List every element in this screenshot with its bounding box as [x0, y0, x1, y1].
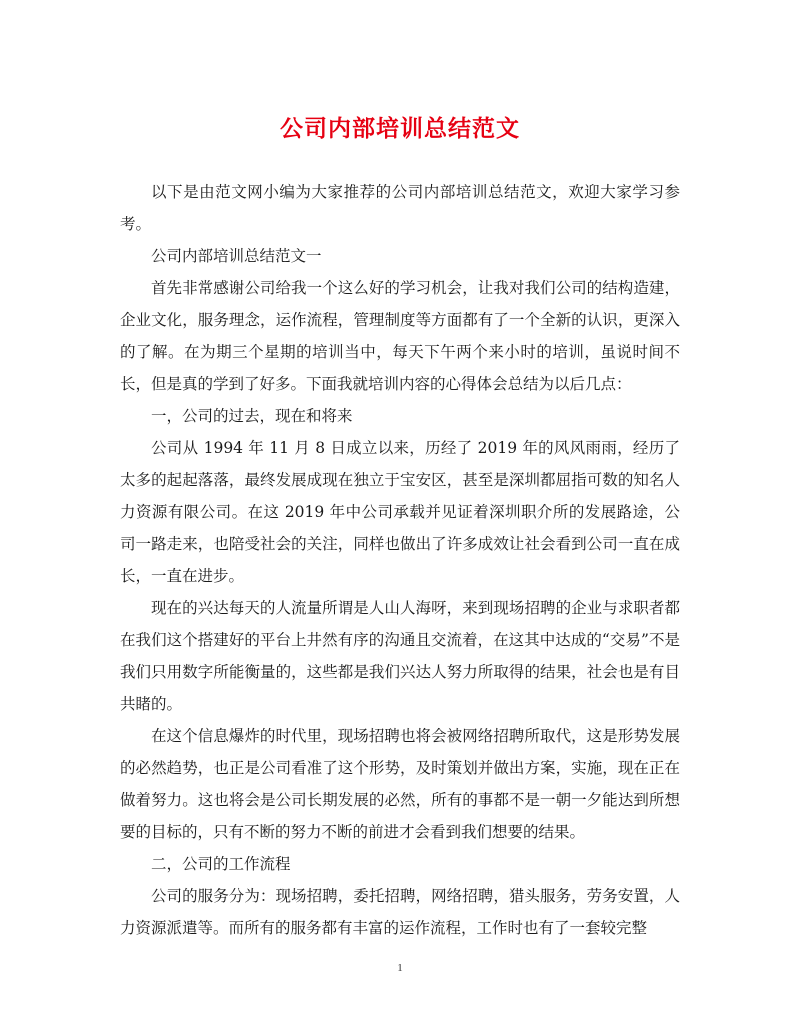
body-paragraph: 在这个信息爆炸的时代里，现场招聘也将会被网络招聘所取代，这是形势发展的必然趋势，也正是公司看准了这个形势，及时策划并做出方案，实施，现在正在做着努力。这也将会是公司长期发展的必然，所有的事都不是一朝一夕能达到所想要的目标的，只有不断的努力不断的前进才会看到我们想要的结果。 — [120, 727, 680, 841]
document-body — [120, 176, 680, 944]
intro-paragraph: 以下是由范文网小编为大家推荐的公司内部培训总结范文，欢迎大家学习参考。 — [120, 183, 680, 233]
page-number: 1 — [397, 962, 403, 974]
section-heading-work-process: 二，公司的工作流程 — [151, 855, 291, 873]
body-paragraph: 公司从 1994 年 11 月 8 日成立以来，历经了 2019 年的风风雨雨，经历了太多的起起落落，最终发展成现在独立于宝安区，甚至是深圳都屈指可数的知名人力资源有限公司。在这 2019 年中公司承载并见证着深圳职介所的发展路途，公司一路走来，也陪受社会的关注，同样也做出了许多成效让社会看到公司一直在成长，一直在进步。 — [120, 439, 680, 585]
section-heading-past-present-future: 一，公司的过去，现在和将来 — [151, 407, 353, 425]
body-paragraph: 现在的兴达每天的人流量所谓是人山人海呀，来到现场招聘的企业与求职者都在我们这个搭建好的平台上井然有序的沟通且交流着，在这其中达成的“交易”不是我们只用数字所能衡量的，这些都是我们兴达人努力所取得的结果，社会也是有目共睹的。 — [120, 599, 680, 713]
section-heading-essay-one: 公司内部培训总结范文一 — [151, 247, 322, 265]
document-title: 公司内部培训总结范文 — [280, 115, 520, 142]
body-paragraph: 公司的服务分为：现场招聘，委托招聘，网络招聘，猎头服务，劳务安置，人力资源派遣等。而所有的服务都有丰富的运作流程，工作时也有了一套较完整 — [120, 887, 680, 937]
body-paragraph: 首先非常感谢公司给我一个这么好的学习机会，让我对我们公司的结构造建，企业文化，服务理念，运作流程，管理制度等方面都有了一个全新的认识，更深入的了解。在为期三个星期的培训当中，每天下午两个来小时的培训，虽说时间不长，但是真的学到了好多。下面我就培训内容的心得体会总结为以后几点： — [120, 279, 680, 393]
